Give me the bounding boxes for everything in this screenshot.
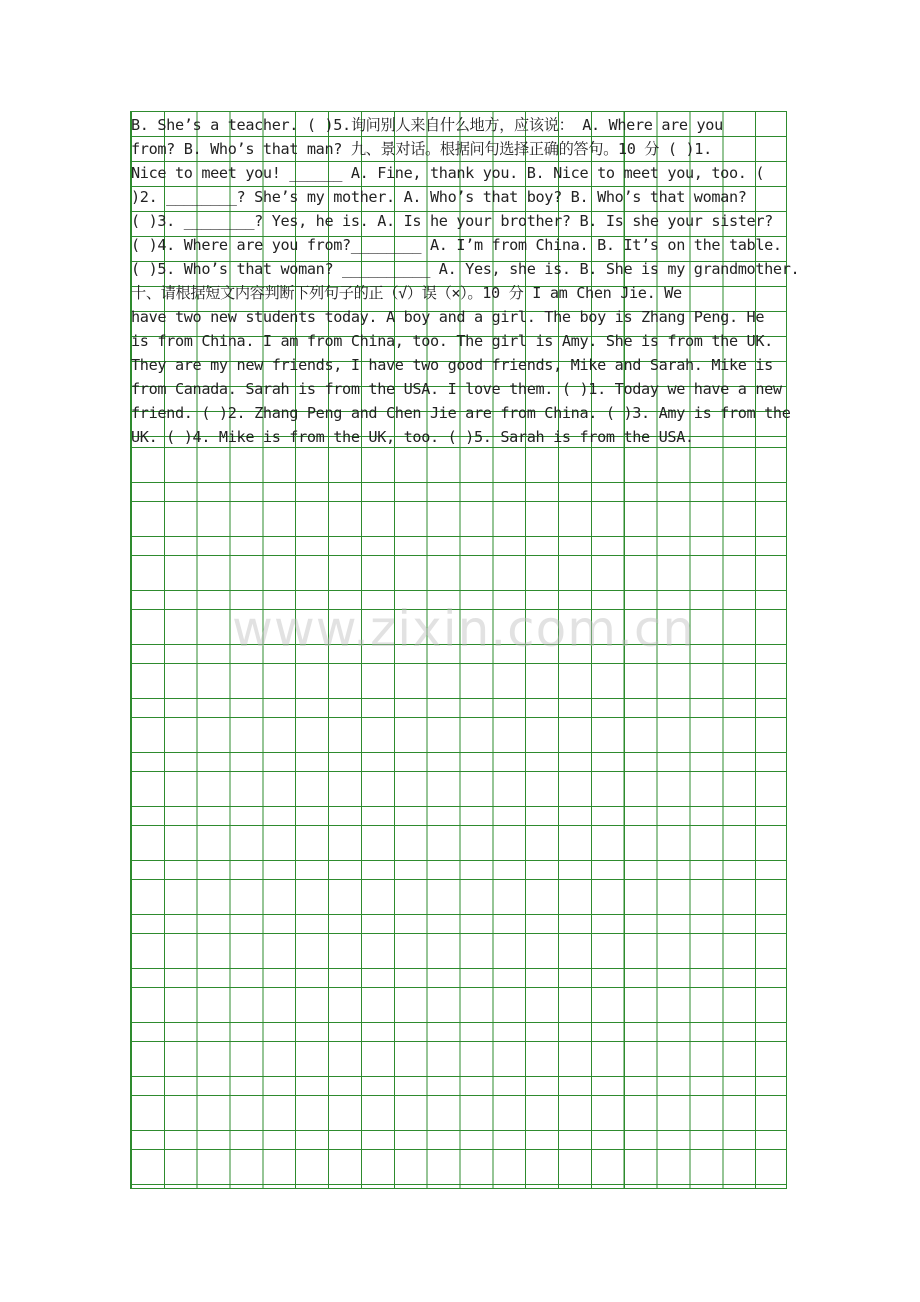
text-line: from? B. Who’s that man? 九、景对话。根据问句选择正确的答句。10 分 ( )1. xyxy=(131,140,712,158)
text-line: have two new students today. A boy and a girl. The boy is Zhang Peng. He xyxy=(131,308,765,326)
text-line: from Canada. Sarah is from the USA. I love them. ( )1. Today we have a new xyxy=(131,380,782,398)
text-line: UK. ( )4. Mike is from the UK, too. ( )5. Sarah is from the USA. xyxy=(131,428,694,446)
text-line: 十、请根据短文内容判断下列句子的正（√）误（×）。10 分 I am Chen Jie. We xyxy=(131,284,682,302)
text-line: friend. ( )2. Zhang Peng and Chen Jie are from China. ( )3. Amy is from the xyxy=(131,404,791,422)
text-line: They are my new friends, I have two good friends, Mike and Sarah. Mike is xyxy=(131,356,773,374)
text-line: is from China. I am from China, too. The girl is Amy. She is from the UK. xyxy=(131,332,773,350)
text-line: ( )3. ________? Yes, he is. A. Is he your brother? B. Is she your sister? xyxy=(131,212,773,230)
text-line: )2. ________? She’s my mother. A. Who’s that boy? B. Who’s that woman? xyxy=(131,188,747,206)
watermark: www.zixin.com.cn xyxy=(232,600,696,658)
exercise-text xyxy=(131,113,811,449)
writing-grid xyxy=(130,447,787,1189)
text-line: ( )4. Where are you from?________ A. I’m from China. B. It’s on the table. xyxy=(131,236,782,254)
text-line: B. She’s a teacher. ( )5.询问别人来自什么地方，应该说： A. Where are you xyxy=(131,116,723,134)
text-line: ( )5. Who’s that woman? __________ A. Yes, she is. B. She is my grandmother. xyxy=(131,260,800,278)
text-line: Nice to meet you! ______ A. Fine, thank you. B. Nice to meet you, too. ( xyxy=(131,164,765,182)
